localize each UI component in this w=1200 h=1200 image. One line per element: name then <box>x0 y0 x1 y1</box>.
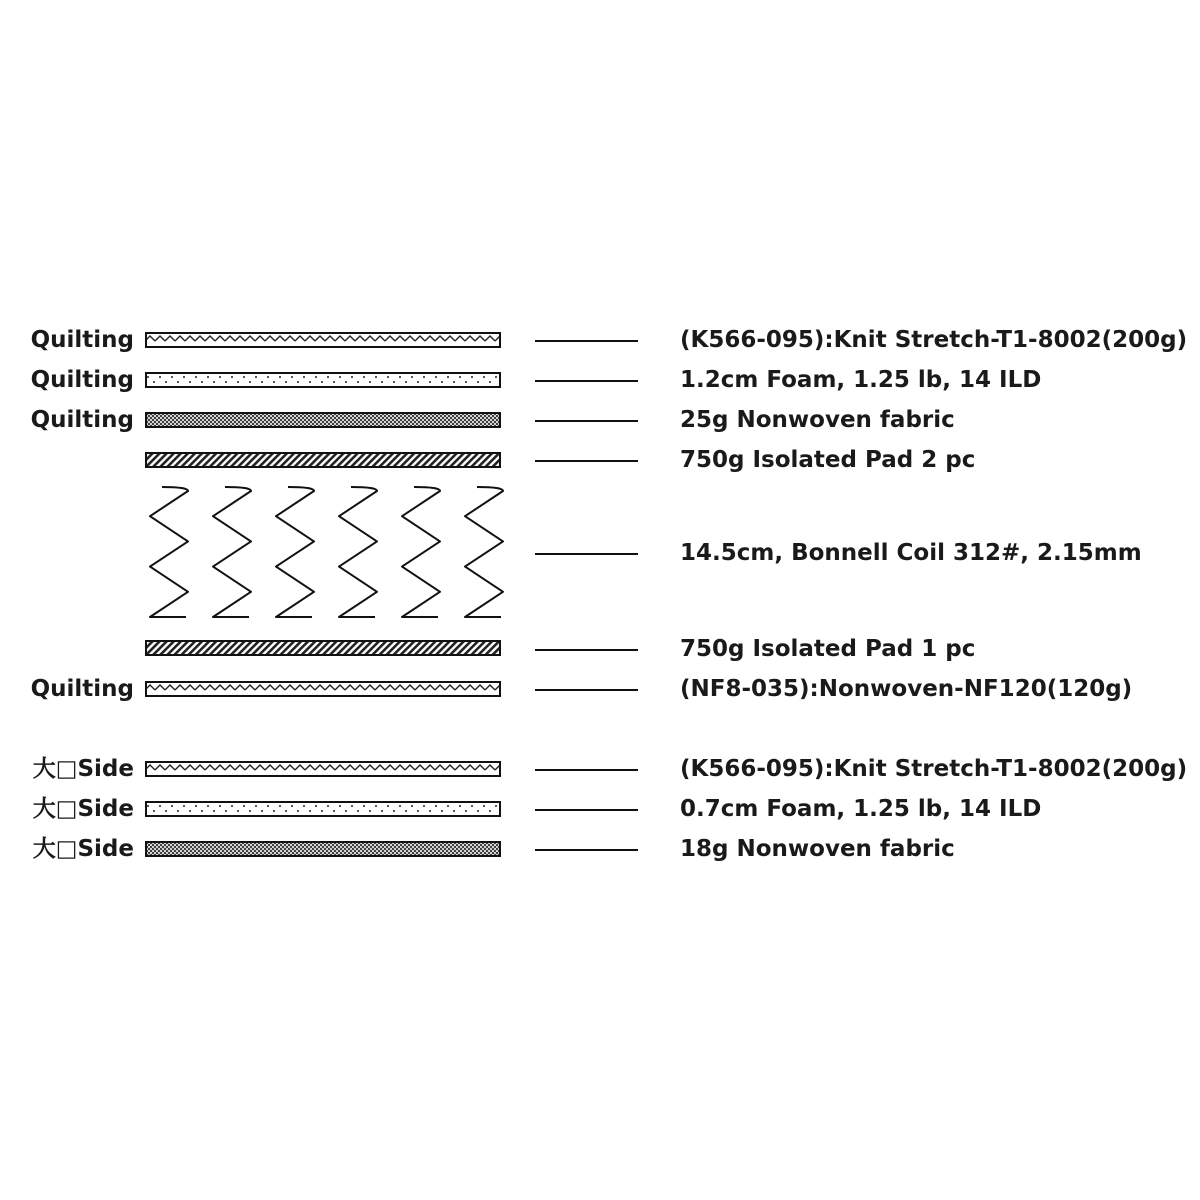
layer-5-leader-line <box>535 553 638 555</box>
layer-6-bar-diagonal <box>145 640 501 656</box>
bonnell-coil-springs <box>140 485 510 623</box>
layer-8-leader-line <box>535 769 638 771</box>
layer-9-leader-line <box>535 809 638 811</box>
coil-spring-6 <box>465 487 503 617</box>
layer-3-description: 25g Nonwoven fabric <box>680 407 955 433</box>
layer-8-side-label: 大□Side <box>32 756 134 782</box>
layer-7-leader-line <box>535 689 638 691</box>
layer-1-description: (K566-095):Knit Stretch-T1-8002(200g) <box>680 327 1188 353</box>
layer-2-side-label: Quilting <box>30 367 134 393</box>
layer-9-description: 0.7cm Foam, 1.25 lb, 14 ILD <box>680 796 1042 822</box>
layer-8-bar-wave <box>145 761 501 777</box>
layer-4-bar-diagonal <box>145 452 501 468</box>
layer-9-bar-dots <box>145 801 501 817</box>
coil-spring-1 <box>150 487 188 617</box>
layer-4-leader-line <box>535 460 638 462</box>
layer-9-side-label: 大□Side <box>32 796 134 822</box>
layer-10-leader-line <box>535 849 638 851</box>
layer-4-description: 750g Isolated Pad 2 pc <box>680 447 976 473</box>
layer-1-bar-wave <box>145 332 501 348</box>
coil-spring-5 <box>402 487 440 617</box>
layer-7-description: (NF8-035):Nonwoven-NF120(120g) <box>680 676 1133 702</box>
coil-spring-2 <box>213 487 251 617</box>
layer-2-bar-dots <box>145 372 501 388</box>
layer-10-side-label: 大□Side <box>32 836 134 862</box>
layer-7-side-label: Quilting <box>30 676 134 702</box>
layer-6-leader-line <box>535 649 638 651</box>
layer-3-bar-crosshatch <box>145 412 501 428</box>
layer-1-side-label: Quilting <box>30 327 134 353</box>
coil-spring-4 <box>339 487 377 617</box>
layer-6-description: 750g Isolated Pad 1 pc <box>680 636 976 662</box>
layer-2-description: 1.2cm Foam, 1.25 lb, 14 ILD <box>680 367 1042 393</box>
layer-1-leader-line <box>535 340 638 342</box>
layer-3-side-label: Quilting <box>30 407 134 433</box>
layer-3-leader-line <box>535 420 638 422</box>
layer-10-bar-crosshatch <box>145 841 501 857</box>
layer-8-description: (K566-095):Knit Stretch-T1-8002(200g) <box>680 756 1188 782</box>
layer-2-leader-line <box>535 380 638 382</box>
layer-7-bar-wave <box>145 681 501 697</box>
layer-10-description: 18g Nonwoven fabric <box>680 836 955 862</box>
layer-5-description: 14.5cm, Bonnell Coil 312#, 2.15mm <box>680 540 1142 566</box>
coil-spring-3 <box>276 487 314 617</box>
